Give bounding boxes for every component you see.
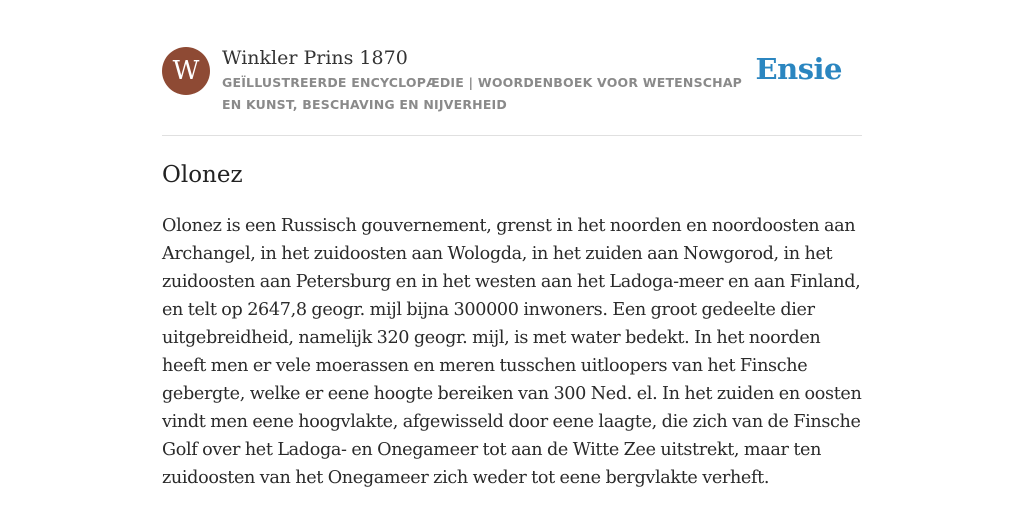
source-title[interactable]: Winkler Prins 1870 — [222, 47, 408, 69]
avatar: W — [162, 47, 210, 95]
source-subtitle: GEÏLLUSTREERDE ENCYCLOPÆDIE | WOORDENBOEK VOOR WETENSCHAP EN KUNST, BESCHAVING EN NIJVERHEID — [222, 75, 743, 112]
article-body: Olonez is een Russisch gouvernement, grenst in het noorden en noordoosten aan Archangel, in het zuidoosten aan Wologda, in het zuiden aan Nowgorod, in het zuidoosten aan Petersburg en in het westen aan het Ladoga-meer en aan Finland, en telt op 2647,8 geogr. mijl bijna 300000 inwoners. Een groot gedeelte dier uitgebreidheid, namelijk 320 geogr. mijl, is met water bedekt. In het noorden heeft men er vele moerassen en meren tusschen uitloopers van het Finsche gebergte, welke er eene hoogte bereiken van 300 Ned. el. In het zuiden en oosten vindt men eene hoogvlakte, afgewisseld door eene laagte, die zich van de Finsche Golf over het Ladoga- en Onegameer tot aan de Witte Zee uitstrekt, maar ten zuidoosten van het Onegameer zich weder tot eene bergvlakte verheft. — [162, 216, 862, 488]
divider — [162, 135, 862, 136]
brand-logo[interactable]: Ensie — [755, 52, 842, 86]
article-title: Olonez — [162, 162, 243, 188]
source-header — [162, 46, 862, 116]
